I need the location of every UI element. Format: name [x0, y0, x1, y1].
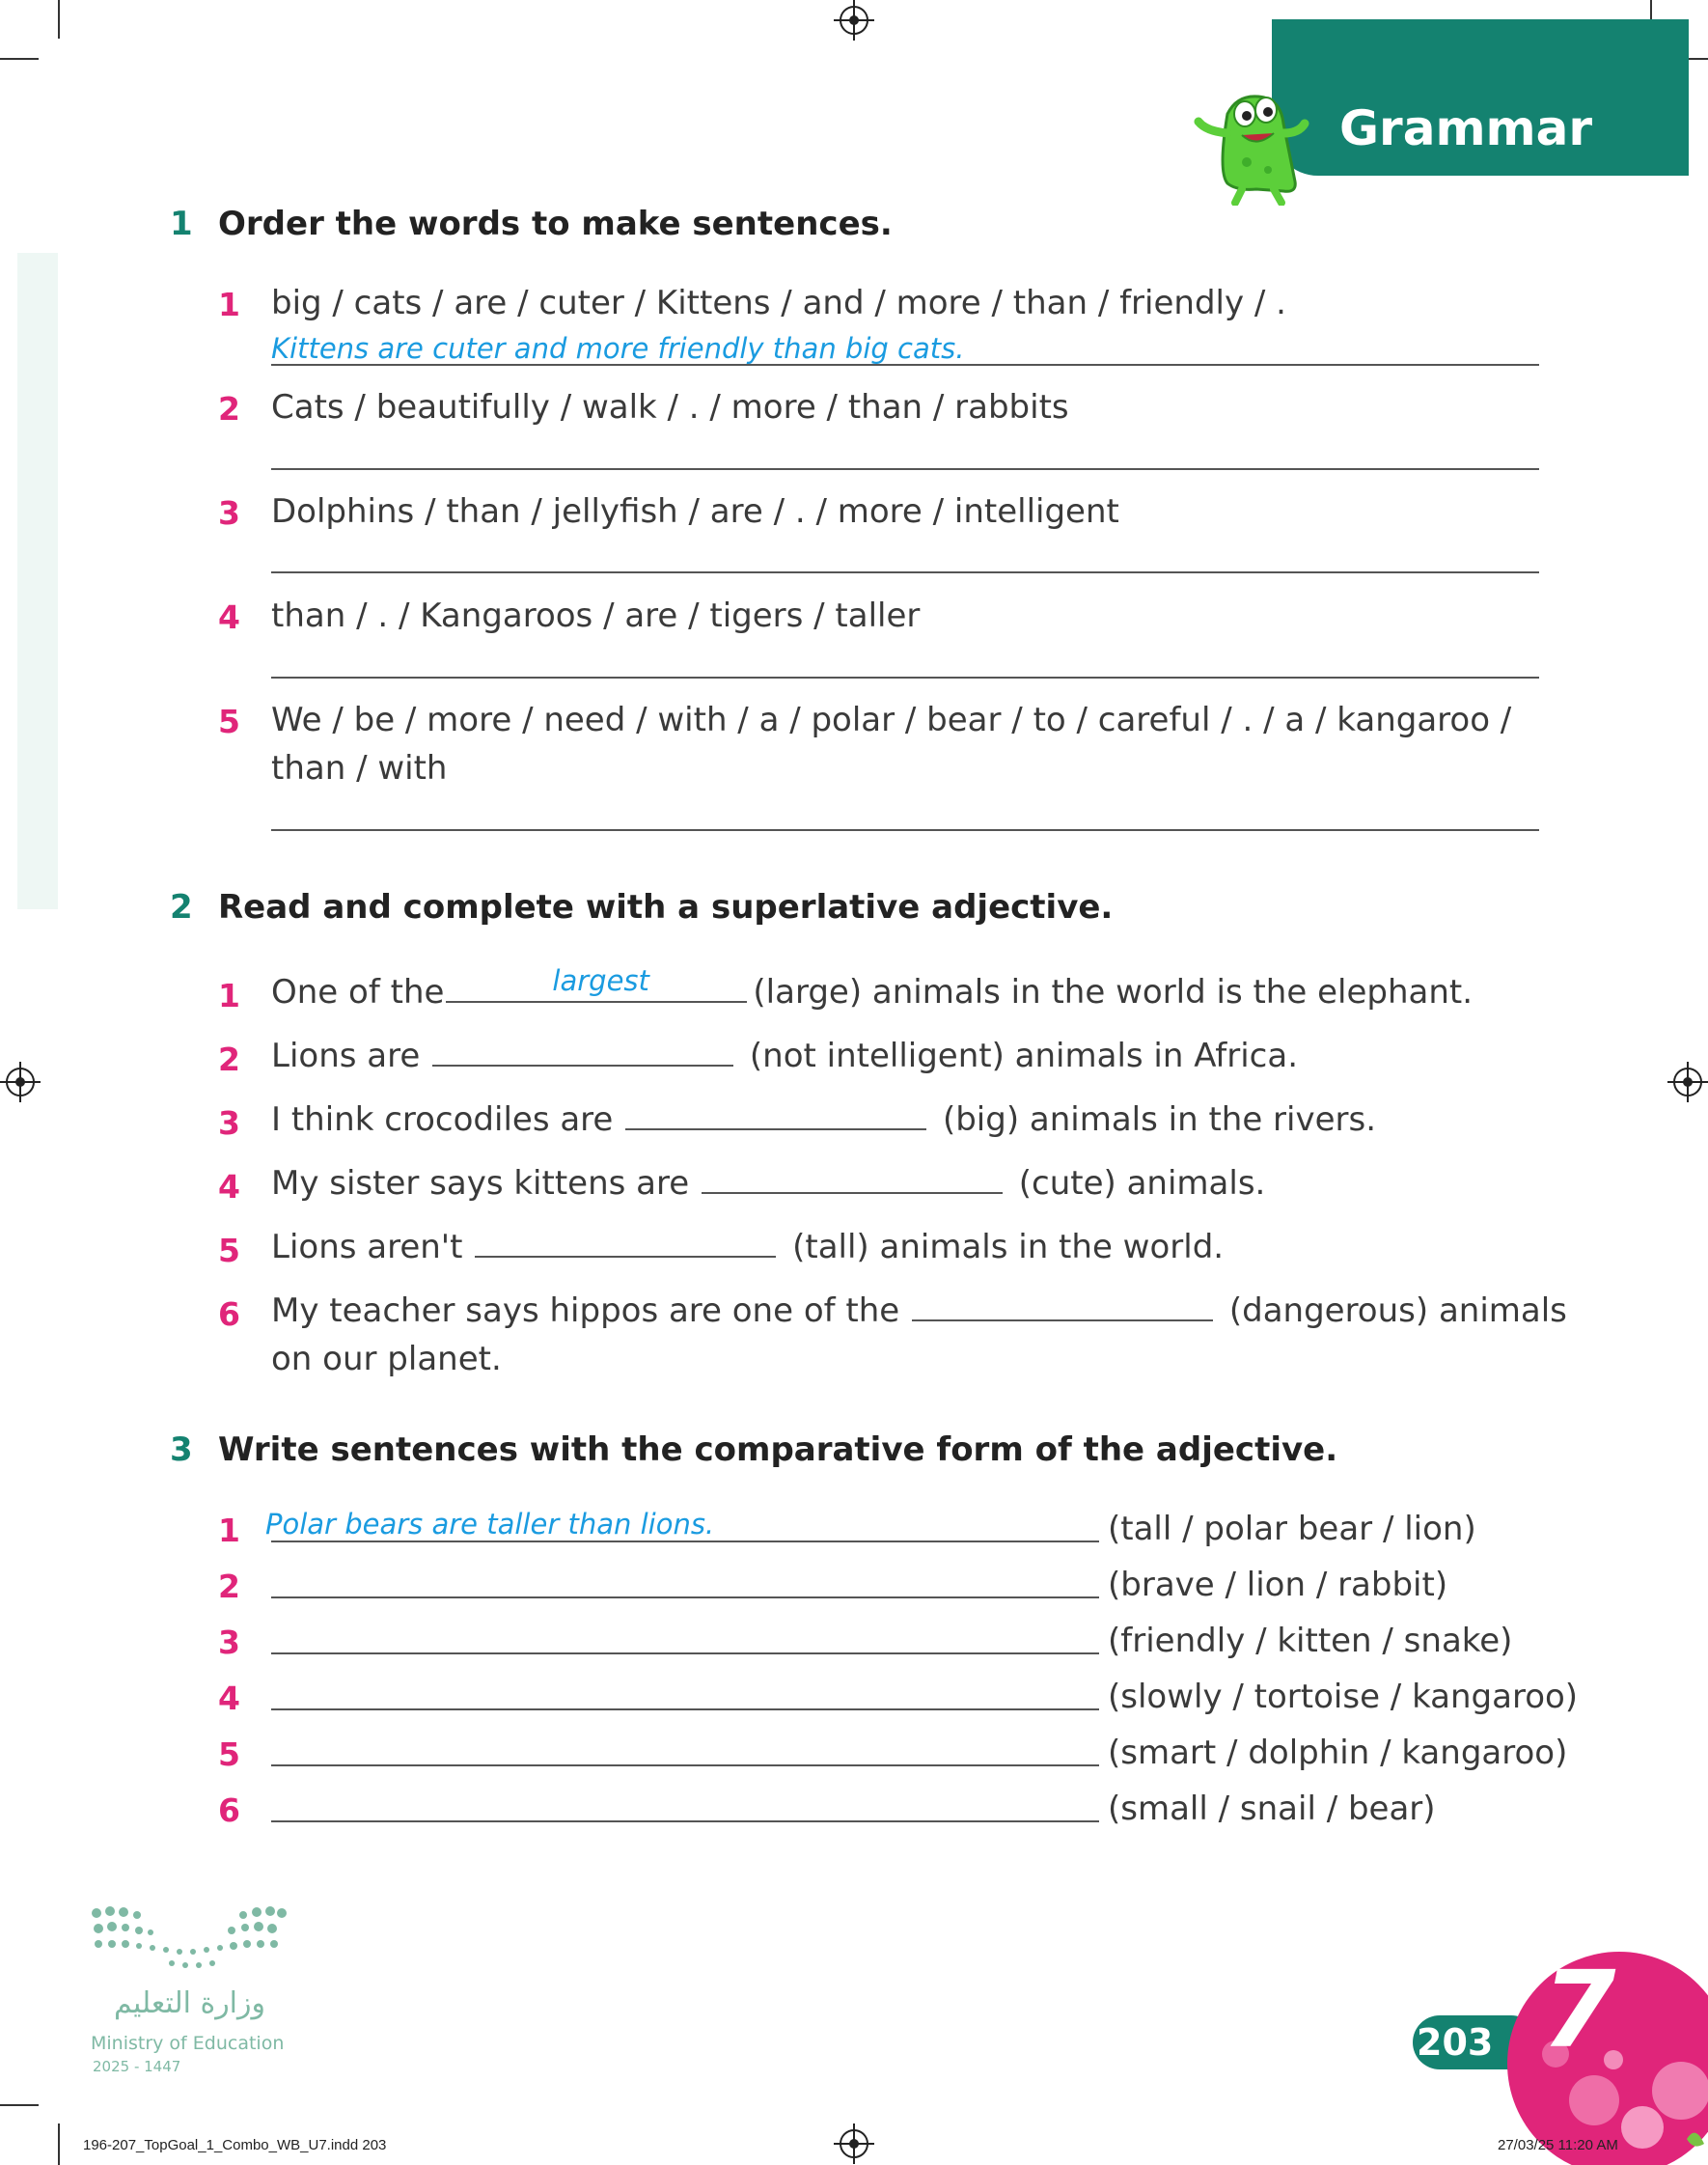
sentence	[271, 1164, 1265, 1203]
item-number: 1	[218, 977, 240, 1014]
item-number: 1	[218, 1512, 240, 1549]
item-number: 4	[218, 1679, 240, 1717]
crop-mark	[58, 2123, 60, 2165]
item-number: 5	[218, 1735, 240, 1773]
item-number: 1	[218, 286, 240, 323]
section-title: Write sentences with the comparative form of the adjective.	[218, 1430, 1338, 1469]
sentence-before: Lions are	[271, 1037, 421, 1075]
mascot-icon	[1189, 75, 1314, 206]
item-number: 2	[218, 390, 240, 428]
sentence-before: One of the	[271, 973, 445, 1012]
ministry-name-english: Ministry of Education	[91, 2033, 285, 2054]
answer-blank[interactable]	[432, 1038, 733, 1067]
sentence	[271, 1100, 1376, 1139]
prompt: (brave / lion / rabbit)	[1108, 1566, 1448, 1604]
page-title: Grammar	[1339, 100, 1593, 156]
sentence-before: Lions aren't	[271, 1228, 463, 1266]
prompt: (slowly / tortoise / kangaroo)	[1108, 1678, 1579, 1716]
ministry-name-arabic: وزارة التعليم	[113, 1986, 265, 2020]
sentence	[271, 1037, 1298, 1075]
sentence	[271, 964, 1474, 1012]
item-number: 2	[218, 1041, 240, 1078]
sentence-after: (not intelligent) animals in Africa.	[749, 1037, 1298, 1075]
section-title: Read and complete with a superlative adjective.	[218, 888, 1114, 927]
answer-blank[interactable]	[702, 1165, 1003, 1194]
registration-mark-icon	[1673, 1068, 1702, 1096]
footer-timestamp: 27/03/25 11:20 AM	[1498, 2137, 1618, 2153]
item-number: 5	[218, 703, 240, 740]
side-strip	[17, 253, 58, 909]
sentence-after: (tall) animals in the world.	[792, 1228, 1225, 1266]
sentence	[271, 1228, 1224, 1266]
item-number: 3	[218, 1624, 240, 1661]
section-title: Order the words to make sentences.	[218, 205, 893, 243]
footer-filename: 196-207_TopGoal_1_Combo_WB_U7.indd 203	[83, 2137, 387, 2153]
word-list: We / be / more / need / with / a / polar / bear / to / careful / . / a / kangaroo /	[271, 701, 1512, 739]
section-number: 1	[170, 205, 193, 243]
item-number: 6	[218, 1295, 240, 1333]
crop-mark	[0, 2104, 39, 2106]
ministry-logo-icon	[89, 1903, 291, 1975]
sentence-before: My teacher says hippos are one of the	[271, 1291, 900, 1330]
page-number: 203	[1417, 2021, 1494, 2064]
answer-text: Kittens are cuter and more friendly than big cats.	[271, 332, 965, 365]
item-number: 3	[218, 1104, 240, 1142]
word-list-continued: than / with	[271, 749, 448, 788]
ministry-year: 2025 - 1447	[93, 2058, 181, 2075]
word-list: than / . / Kangaroos / are / tigers / taller	[271, 597, 921, 635]
answer-line[interactable]	[271, 1540, 1099, 1542]
sentence	[271, 1291, 1567, 1330]
answer-blank[interactable]	[446, 964, 747, 1003]
item-number: 5	[218, 1232, 240, 1269]
prompt: (friendly / kitten / snake)	[1108, 1622, 1513, 1660]
sentence-after: (dangerous) animals	[1228, 1291, 1567, 1330]
answer-line[interactable]	[271, 677, 1539, 679]
prompt: (small / snail / bear)	[1108, 1790, 1436, 1828]
crop-mark	[0, 58, 39, 60]
word-list: Cats / beautifully / walk / . / more / than / rabbits	[271, 388, 1069, 427]
word-list: Dolphins / than / jellyfish / are / . / more / intelligent	[271, 492, 1119, 531]
word-list: big / cats / are / cuter / Kittens / and / more / than / friendly / .	[271, 284, 1286, 322]
sentence-after: (big) animals in the rivers.	[942, 1100, 1377, 1139]
answer-text: Polar bears are taller than lions.	[265, 1508, 715, 1540]
sentence-after: (cute) animals.	[1018, 1164, 1266, 1203]
registration-mark-icon	[840, 6, 868, 35]
answer-line[interactable]	[271, 1820, 1099, 1822]
crop-mark	[58, 0, 60, 39]
answer-line[interactable]	[271, 1764, 1099, 1766]
prompt: (tall / polar bear / lion)	[1108, 1510, 1476, 1548]
section-number: 3	[170, 1430, 193, 1469]
sentence-before: My sister says kittens are	[271, 1164, 690, 1203]
item-number: 2	[218, 1568, 240, 1605]
prompt: (smart / dolphin / kangaroo)	[1108, 1734, 1568, 1772]
item-number: 3	[218, 494, 240, 532]
registration-mark-icon	[840, 2129, 868, 2158]
answer-line[interactable]	[271, 1596, 1099, 1598]
sentence-before: I think crocodiles are	[271, 1100, 614, 1139]
item-number: 6	[218, 1791, 240, 1829]
answer-line[interactable]	[271, 1708, 1099, 1710]
grammar-banner	[1272, 19, 1689, 176]
item-number: 4	[218, 1168, 240, 1206]
answer-text: largest	[552, 964, 649, 997]
item-number: 4	[218, 598, 240, 636]
unit-number: 7	[1542, 1948, 1616, 2071]
answer-blank[interactable]	[625, 1101, 926, 1130]
section-number: 2	[170, 888, 193, 927]
answer-line[interactable]	[271, 468, 1539, 470]
answer-line[interactable]	[271, 571, 1539, 573]
answer-line[interactable]	[271, 829, 1539, 831]
answer-blank[interactable]	[475, 1229, 776, 1258]
answer-line[interactable]	[271, 1652, 1099, 1654]
answer-line[interactable]	[271, 364, 1539, 366]
sentence-after: (large) animals in the world is the elephant.	[753, 973, 1474, 1012]
answer-blank[interactable]	[912, 1292, 1213, 1321]
sentence-continued: on our planet.	[271, 1340, 502, 1378]
registration-mark-icon	[6, 1068, 35, 1096]
